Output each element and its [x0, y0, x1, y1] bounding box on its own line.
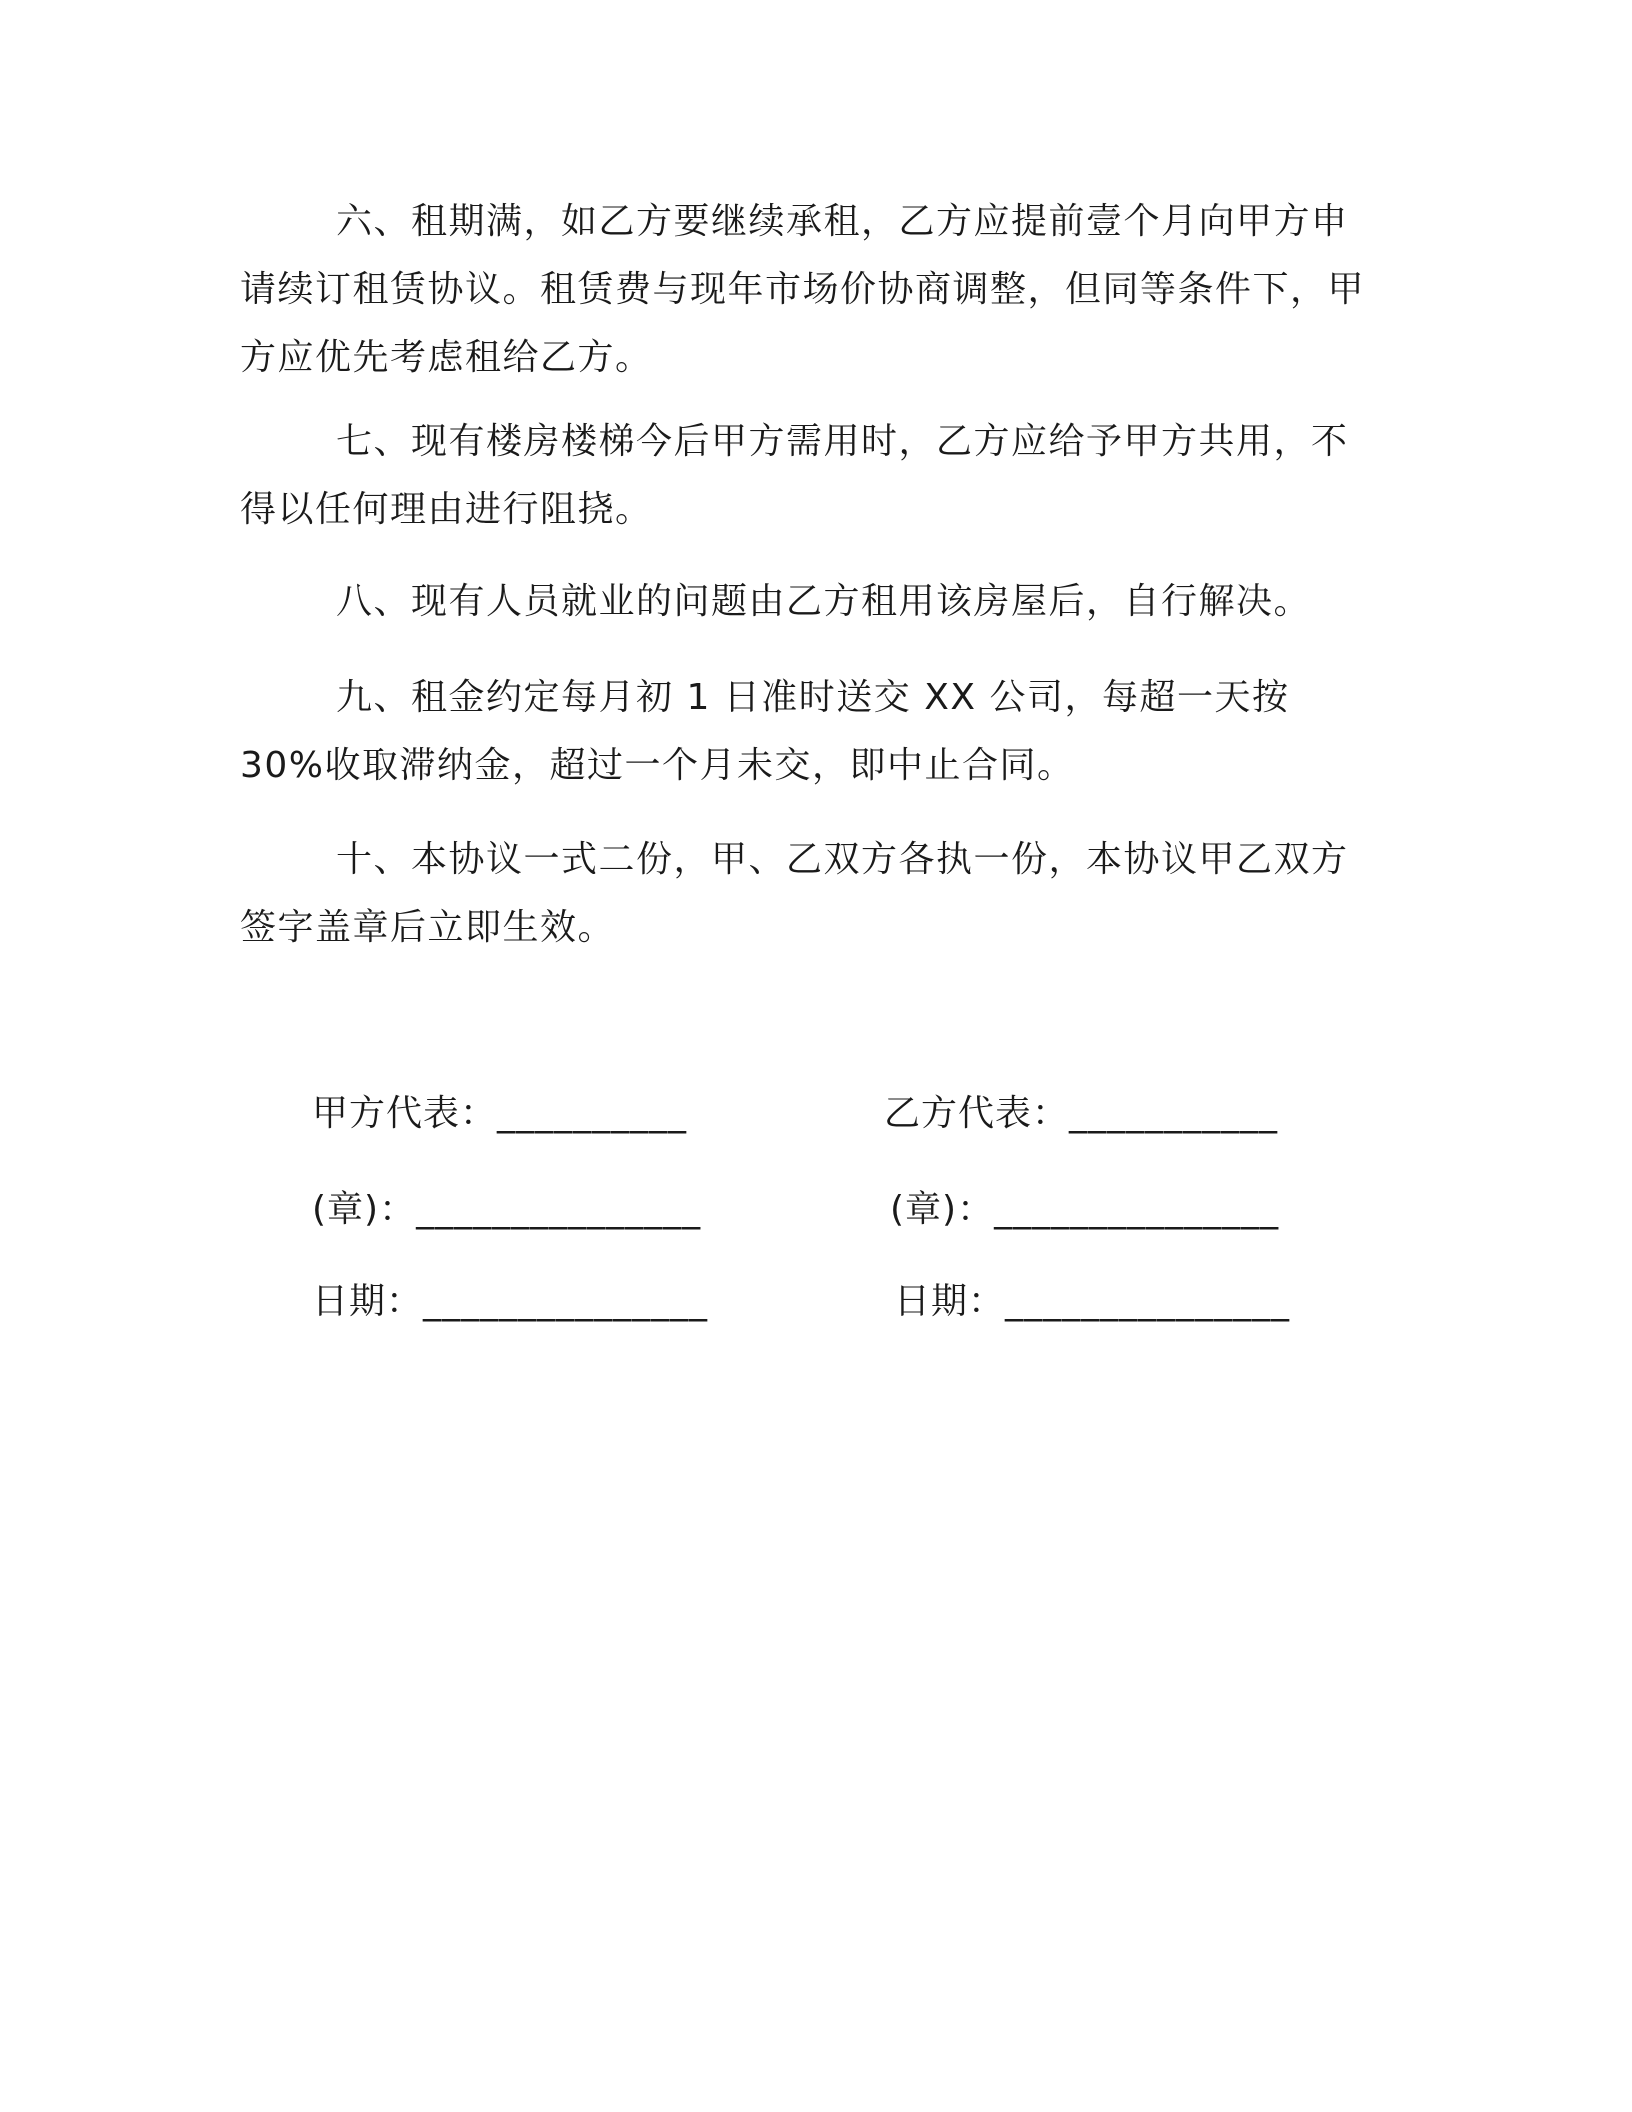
clause-9: 九、租金约定每月初 1 日准时送交 XX 公司，每超一天按 30%收取滞纳金，超过一个月未交，即中止合同。: [240, 677, 1290, 786]
party-a-seal-field: (章)：_______________: [312, 1189, 702, 1230]
party-a-date-field: 日期：_______________: [312, 1281, 709, 1322]
clause-7: 七、现有楼房楼梯今后甲方需用时，乙方应给予甲方共用，不得以任何理由进行阻挠。: [240, 421, 1349, 530]
party-b-representative-field: 乙方代表：___________: [884, 1093, 1279, 1134]
clause-10: 十、本协议一式二份，甲、乙双方各执一份，本协议甲乙双方签字盖章后立即生效。: [240, 839, 1349, 948]
clause-6: 六、租期满，如乙方要继续承租，乙方应提前壹个月向甲方申请续订租赁协议。租赁费与现年市场价协商调整，但同等条件下，甲方应优先考虑租给乙方。: [240, 201, 1366, 378]
party-a-representative-field: 甲方代表：__________: [312, 1093, 688, 1134]
party-b-seal-field: (章)：_______________: [890, 1189, 1280, 1230]
party-b-date-field: 日期：_______________: [894, 1281, 1291, 1322]
clause-8: 八、现有人员就业的问题由乙方租用该房屋后，自行解决。: [336, 581, 1312, 622]
